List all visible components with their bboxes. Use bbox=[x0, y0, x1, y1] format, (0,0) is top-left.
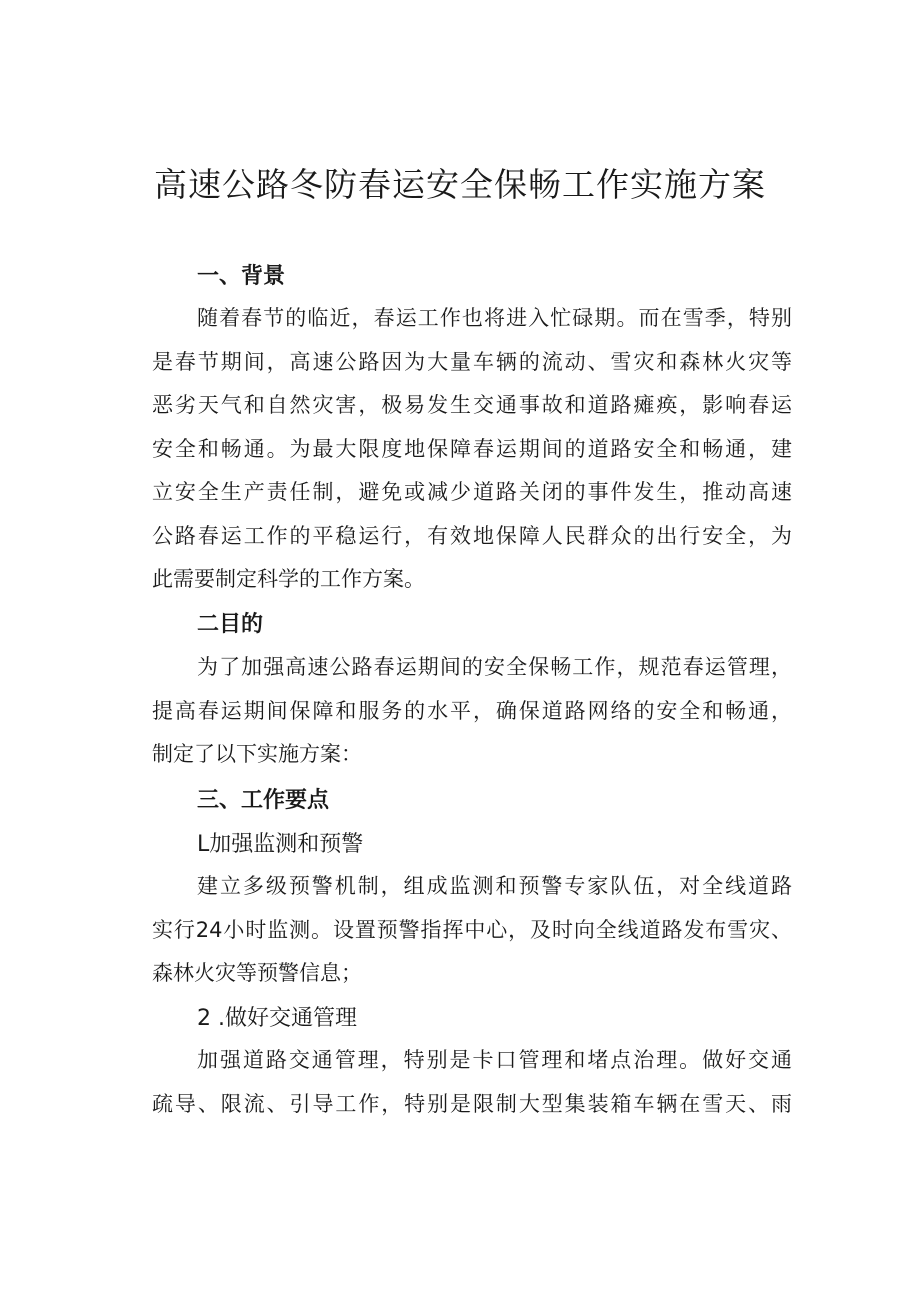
section-paragraph-background bbox=[152, 297, 792, 602]
item-title-traffic: 2 .做好交通管理 bbox=[197, 1006, 357, 1031]
paragraph-line: 公路春运工作的平稳运行，有效地保障人民群众的出行安全，为 bbox=[152, 523, 792, 548]
item-paragraph-monitoring bbox=[152, 865, 792, 996]
section-heading-key-points: 三、工作要点 bbox=[197, 788, 330, 813]
paragraph-line: 安全和畅通。为最大限度地保障春运期间的道路安全和畅通，建 bbox=[152, 436, 792, 461]
section-paragraph-purpose bbox=[152, 646, 792, 777]
section-heading-background: 一、背景 bbox=[197, 264, 286, 289]
paragraph-line: 制定了以下实施方案： bbox=[152, 742, 362, 766]
section-heading-purpose: 二目的 bbox=[197, 612, 264, 637]
paragraph-line: 随着春节的临近，春运工作也将进入忙碌期。而在雪季，特别 bbox=[197, 306, 792, 330]
paragraph-line: 森林火灾等预警信息； bbox=[152, 961, 362, 985]
document-title: 高速公路冬防春运安全保畅工作实施方案 bbox=[154, 165, 766, 204]
paragraph-line: 是春节期间，高速公路因为大量车辆的流动、雪灾和森林火灾等 bbox=[152, 349, 792, 374]
paragraph-line: 提高春运期间保障和服务的水平，确保道路网络的安全和畅通， bbox=[152, 698, 792, 723]
paragraph-line: 加强道路交通管理，特别是卡口管理和堵点治理。做好交通 bbox=[197, 1048, 792, 1072]
paragraph-line: 实行24小时监测。设置预警指挥中心，及时向全线道路发布雪灾、 bbox=[152, 917, 792, 942]
paragraph-line: 为了加强高速公路春运期间的安全保畅工作，规范春运管理， bbox=[197, 655, 792, 679]
paragraph-line: 疏导、限流、引导工作，特别是限制大型集装箱车辆在雪天、雨 bbox=[152, 1091, 792, 1116]
paragraph-line: 恶劣天气和自然灾害，极易发生交通事故和道路瘫痪，影响春运 bbox=[152, 393, 792, 417]
item-title-monitoring: L加强监测和预警 bbox=[197, 832, 364, 857]
item-paragraph-traffic bbox=[152, 1039, 792, 1126]
paragraph-line: 此需要制定科学的工作方案。 bbox=[152, 567, 425, 591]
paragraph-line: 建立多级预警机制，组成监测和预警专家队伍，对全线道路 bbox=[197, 874, 792, 898]
paragraph-line: 立安全生产责任制，避免或减少道路关闭的事件发生，推动高速 bbox=[152, 480, 792, 504]
